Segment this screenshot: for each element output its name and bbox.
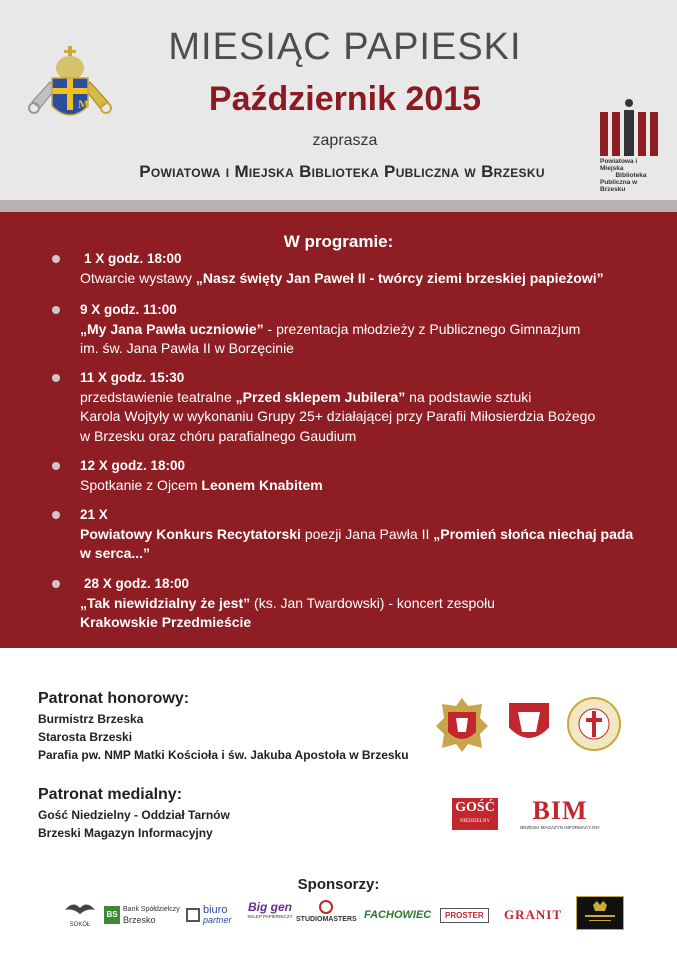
library-logo-line: Powiatowa i Miejska (600, 158, 638, 172)
honorary-patronage-heading: Patronat honorowy: (38, 690, 190, 707)
bullet-icon (52, 580, 60, 588)
event-text: Powiatowy Konkurs Recytatorski (80, 525, 301, 542)
sponsor-subname: SKLEP PAPIERNICZY (247, 914, 293, 919)
event-text: „Nasz święty Jan Paweł II - twórcy ziemi brzeskiej papieżowi” (195, 269, 604, 286)
gosc-logo-subtext: NIEDZIELNY (460, 819, 490, 824)
sponsor-name: FACHOWIEC (364, 909, 432, 921)
event-text: „Przed sklepem Jubilera” (235, 388, 406, 405)
sponsor-name: Brzesko (123, 915, 156, 925)
event-description-line (80, 320, 652, 340)
bullet-icon (52, 306, 60, 314)
library-name: Powiatowa i Miejska Biblioteka Publiczna w Brzesku (139, 162, 545, 181)
sponsor-name: SOKÓŁ (69, 922, 91, 928)
event-date: 11 X godz. 15:30 (80, 370, 185, 385)
library-logo (596, 98, 662, 193)
event-text: Krakowskie Przedmieście (80, 614, 252, 630)
sponsor-name: Big gen (248, 900, 292, 914)
bim-logo-text: BIM (532, 796, 588, 825)
event-description-line (80, 407, 652, 427)
event-description-line (80, 525, 652, 545)
sponsor-name: partner (203, 915, 232, 925)
event-date: 28 X godz. 18:00 (84, 576, 190, 591)
event-date: 21 X (80, 507, 108, 522)
svg-text:M: M (78, 100, 90, 111)
bank-icon: BS (104, 906, 120, 924)
sponsors-heading: Sponsorzy: (297, 876, 380, 893)
sponsor-name: GRANIT (504, 907, 563, 922)
event-text: im. św. Jana Pawła II w Borzęcinie (80, 340, 294, 356)
event-text: „My Jana Pawła uczniowie” (80, 320, 264, 337)
event-text: poezji Jana Pawła II (300, 525, 434, 542)
event-description-line (80, 339, 652, 359)
bullet-icon (52, 255, 60, 263)
crown-icon (577, 897, 623, 929)
list-item: Brzeski Magazyn Informacyjny (38, 826, 213, 840)
bim-logo-subtext: BRZESKI MAGAZYN INFORMACYJNY (520, 825, 600, 830)
bim-logo (514, 798, 606, 832)
event-description-line (80, 613, 652, 633)
list-item: Starosta Brzeski (38, 730, 133, 744)
parish-seal-icon (566, 696, 622, 752)
event-text: Leonem Knabitem (201, 476, 323, 493)
page-title: MIESIĄC PAPIESKI (168, 26, 522, 68)
county-crest-icon (506, 700, 552, 748)
library-logo-icon (596, 98, 662, 158)
event-text: (ks. Jan Twardowski) - koncert zespołu (250, 594, 495, 611)
bullet-icon (52, 462, 60, 470)
list-item: Burmistrz Brzeska (38, 712, 144, 726)
event-description-line (80, 427, 652, 447)
event-description-line (80, 476, 652, 496)
event-text: na podstawie sztuki (405, 388, 532, 405)
sponsor-name: STUDIOMASTERS (296, 916, 357, 923)
event-date: 1 X godz. 18:00 (84, 251, 182, 266)
event-description-line (80, 544, 652, 564)
event-description-line (80, 388, 652, 408)
event-text: Karola Wojtyły w wykonaniu Grupy 25+ działającej przy Parafii Miłosierdzia Bożego (80, 408, 596, 424)
page-subtitle: Październik 2015 (208, 80, 482, 118)
brzesko-town-crest-icon (432, 696, 492, 752)
square-icon (186, 908, 200, 922)
event-text: „Tak niewidzialny że jest” (80, 594, 251, 611)
event-text: Spotkanie z Ojcem (80, 476, 202, 493)
swirl-icon (316, 900, 336, 914)
library-logo-line: Publiczna w Brzesku (600, 179, 638, 193)
sponsor-granit-logo (504, 900, 564, 930)
sponsor-sokol-logo (60, 900, 100, 930)
event-date: 12 X godz. 18:00 (80, 458, 186, 473)
sponsor-dark-logo (576, 896, 624, 930)
gosc-logo-text: GOŚĆ (455, 800, 495, 815)
divider-stripe (0, 200, 677, 212)
list-item: Gość Niedzielny - Oddział Tarnów (38, 808, 230, 822)
sponsor-bank-logo (104, 900, 182, 930)
event-date: 9 X godz. 11:00 (80, 302, 177, 317)
sponsor-biuro-partner-logo (186, 900, 242, 930)
invites-text: zaprasza (312, 132, 378, 149)
media-patronage-list (38, 806, 230, 842)
event-text: - prezentacja młodzieży z Publicznego Gimnazjum (263, 320, 581, 337)
papal-coat-of-arms-icon (22, 42, 118, 126)
sponsor-name: biuro (203, 904, 228, 916)
sponsor-fachowiec-logo (364, 900, 434, 930)
sponsor-studiomasters-logo (296, 900, 356, 930)
media-patronage-heading: Patronat medialny: (38, 786, 183, 803)
bullet-icon (52, 511, 60, 519)
header (0, 0, 677, 200)
sponsor-biggen-logo (246, 900, 294, 930)
sponsor-proster-logo (440, 900, 498, 930)
program-section (0, 212, 677, 648)
program-title: W programie: (283, 232, 394, 251)
bullet-icon (52, 374, 60, 382)
sponsor-name: Bank Spółdzielczy (123, 906, 180, 913)
gosc-niedzielny-logo (452, 798, 498, 830)
event-text: w serca...” (80, 545, 151, 561)
event-description-line (80, 594, 652, 614)
honorary-patronage-list (38, 710, 409, 764)
event-text: Otwarcie wystawy (80, 269, 196, 286)
sponsor-name: PROSTER (440, 908, 489, 923)
event-text: „Promień słońca niechaj pada (433, 525, 634, 542)
eagle-icon (63, 900, 97, 920)
list-item: Parafia pw. NMP Matki Kościoła i św. Jakuba Apostoła w Brzesku (38, 748, 409, 762)
event-text: przedstawienie teatralne (80, 388, 236, 405)
event-description-line (80, 269, 652, 289)
library-logo-line: Biblioteka (615, 172, 647, 179)
event-text: w Brzesku oraz chóru parafialnego Gaudium (80, 427, 357, 444)
